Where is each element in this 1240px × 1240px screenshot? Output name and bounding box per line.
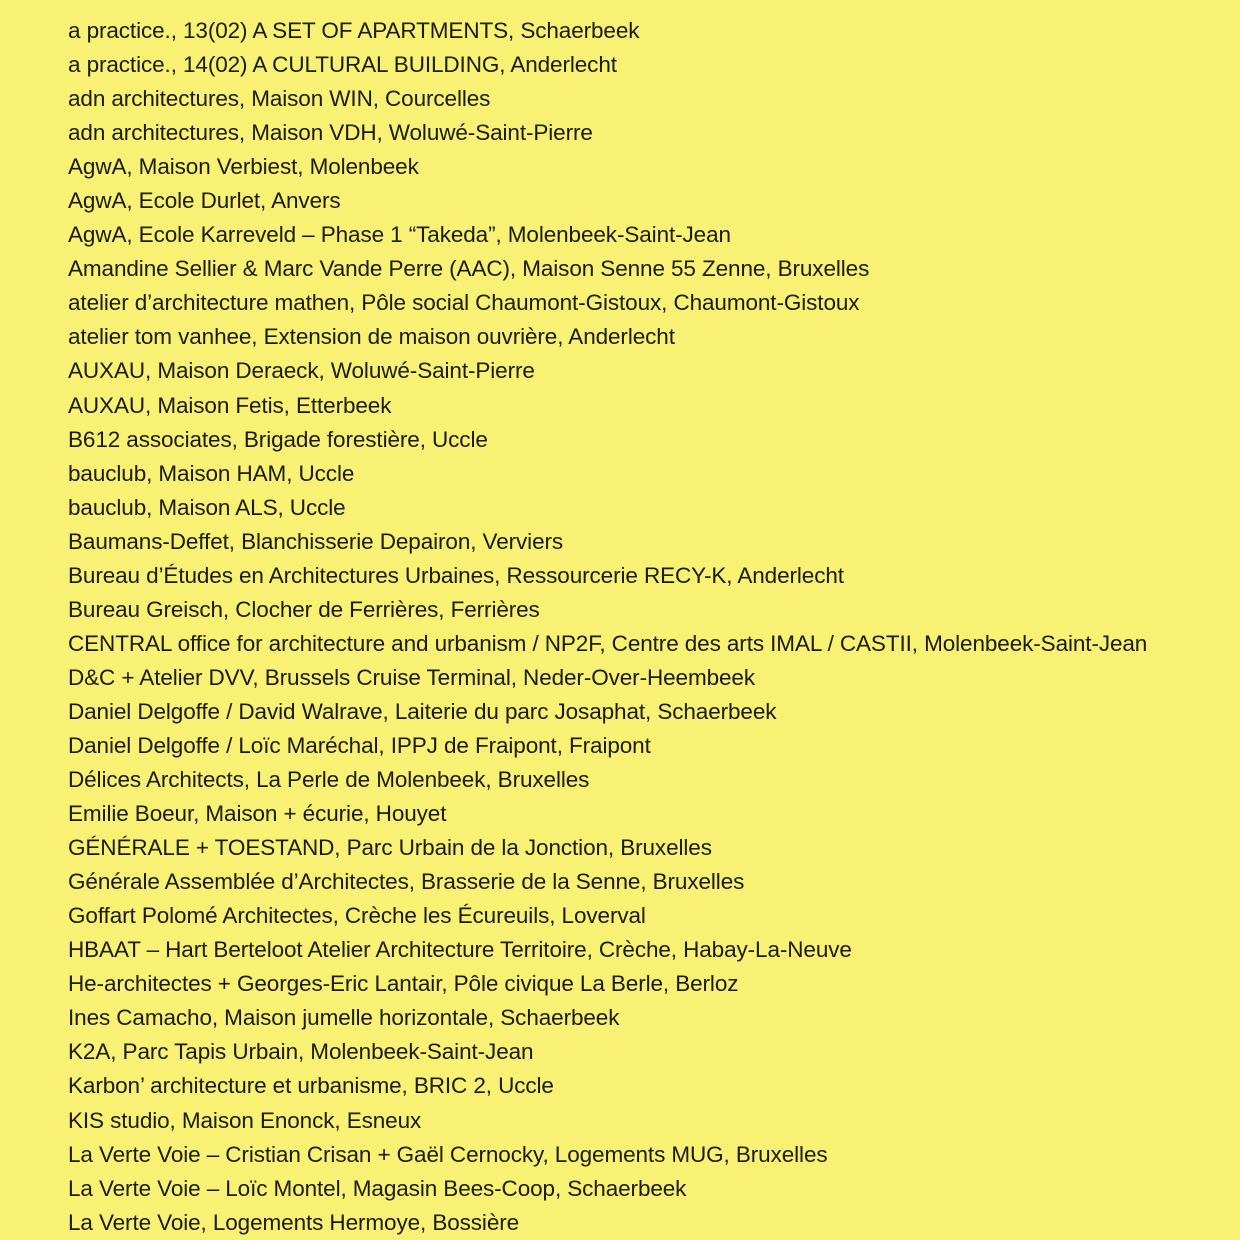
list-item: Délices Architects, La Perle de Molenbeek, Bruxelles	[68, 767, 590, 793]
list-item: Baumans-Deffet, Blanchisserie Depairon, Verviers	[68, 528, 564, 554]
list-item: a practice., 13(02) A SET OF APARTMENTS, Schaerbeek	[68, 18, 640, 43]
list-item: atelier d’architecture mathen, Pôle social Chaumont-Gistoux, Chaumont-Gistoux	[68, 290, 860, 316]
list-item: a practice., 14(02) A CULTURAL BUILDING, Anderlecht	[68, 52, 617, 78]
list-item: bauclub, Maison ALS, Uccle	[68, 494, 346, 520]
list-item: Goffart Polomé Architectes, Crèche les Écureuils, Loverval	[68, 903, 646, 929]
list-item: AgwA, Ecole Durlet, Anvers	[68, 188, 341, 214]
list-item: adn architectures, Maison VDH, Woluwé-Saint-Pierre	[68, 120, 593, 146]
list-item: atelier tom vanhee, Extension de maison ouvrière, Anderlecht	[68, 324, 675, 350]
list-item: KIS studio, Maison Enonck, Esneux	[68, 1107, 422, 1133]
project-list	[68, 14, 1240, 1240]
list-item: Karbon’ architecture et urbanisme, BRIC 2, Uccle	[68, 1073, 554, 1099]
list-item: adn architectures, Maison WIN, Courcelles	[68, 86, 491, 112]
list-item: GÉNÉRALE + TOESTAND, Parc Urbain de la Jonction, Bruxelles	[68, 835, 712, 861]
list-item: Bureau Greisch, Clocher de Ferrières, Ferrières	[68, 596, 540, 622]
list-item: Générale Assemblée d’Architectes, Brasserie de la Senne, Bruxelles	[68, 869, 745, 895]
list-item: B612 associates, Brigade forestière, Uccle	[68, 426, 488, 452]
list-item: He-architectes + Georges-Eric Lantair, Pôle civique La Berle, Berloz	[68, 971, 739, 997]
list-item: Daniel Delgoffe / Loïc Maréchal, IPPJ de Fraipont, Fraipont	[68, 732, 651, 758]
list-item: HBAAT – Hart Berteloot Atelier Architecture Territoire, Crèche, Habay-La-Neuve	[68, 937, 852, 963]
list-item: CENTRAL office for architecture and urbanism / NP2F, Centre des arts IMAL / CASTII, Molenbeek-Saint-Jean	[68, 630, 1148, 656]
list-item: Ines Camacho, Maison jumelle horizontale, Schaerbeek	[68, 1005, 620, 1031]
list-item: K2A, Parc Tapis Urbain, Molenbeek-Saint-Jean	[68, 1039, 534, 1065]
list-item: Bureau d’Études en Architectures Urbaines, Ressourcerie RECY-K, Anderlecht	[68, 562, 844, 588]
list-item: La Verte Voie – Cristian Crisan + Gaël Cernocky, Logements MUG, Bruxelles	[68, 1141, 828, 1167]
list-item: La Verte Voie – Loïc Montel, Magasin Bees-Coop, Schaerbeek	[68, 1175, 687, 1201]
list-item: AUXAU, Maison Deraeck, Woluwé-Saint-Pierre	[68, 358, 535, 384]
list-item: Emilie Boeur, Maison + écurie, Houyet	[68, 801, 447, 827]
list-item: D&C + Atelier DVV, Brussels Cruise Terminal, Neder-Over-Heembeek	[68, 664, 755, 690]
list-item: bauclub, Maison HAM, Uccle	[68, 460, 355, 486]
list-item: AUXAU, Maison Fetis, Etterbeek	[68, 392, 392, 418]
list-item: Amandine Sellier & Marc Vande Perre (AAC), Maison Senne 55 Zenne, Bruxelles	[68, 256, 870, 282]
list-item: Daniel Delgoffe / David Walrave, Laiterie du parc Josaphat, Schaerbeek	[68, 698, 777, 724]
list-item: AgwA, Maison Verbiest, Molenbeek	[68, 154, 419, 180]
list-item: AgwA, Ecole Karreveld – Phase 1 “Takeda”, Molenbeek-Saint-Jean	[68, 222, 731, 248]
list-item: La Verte Voie, Logements Hermoye, Bossière	[68, 1209, 520, 1235]
